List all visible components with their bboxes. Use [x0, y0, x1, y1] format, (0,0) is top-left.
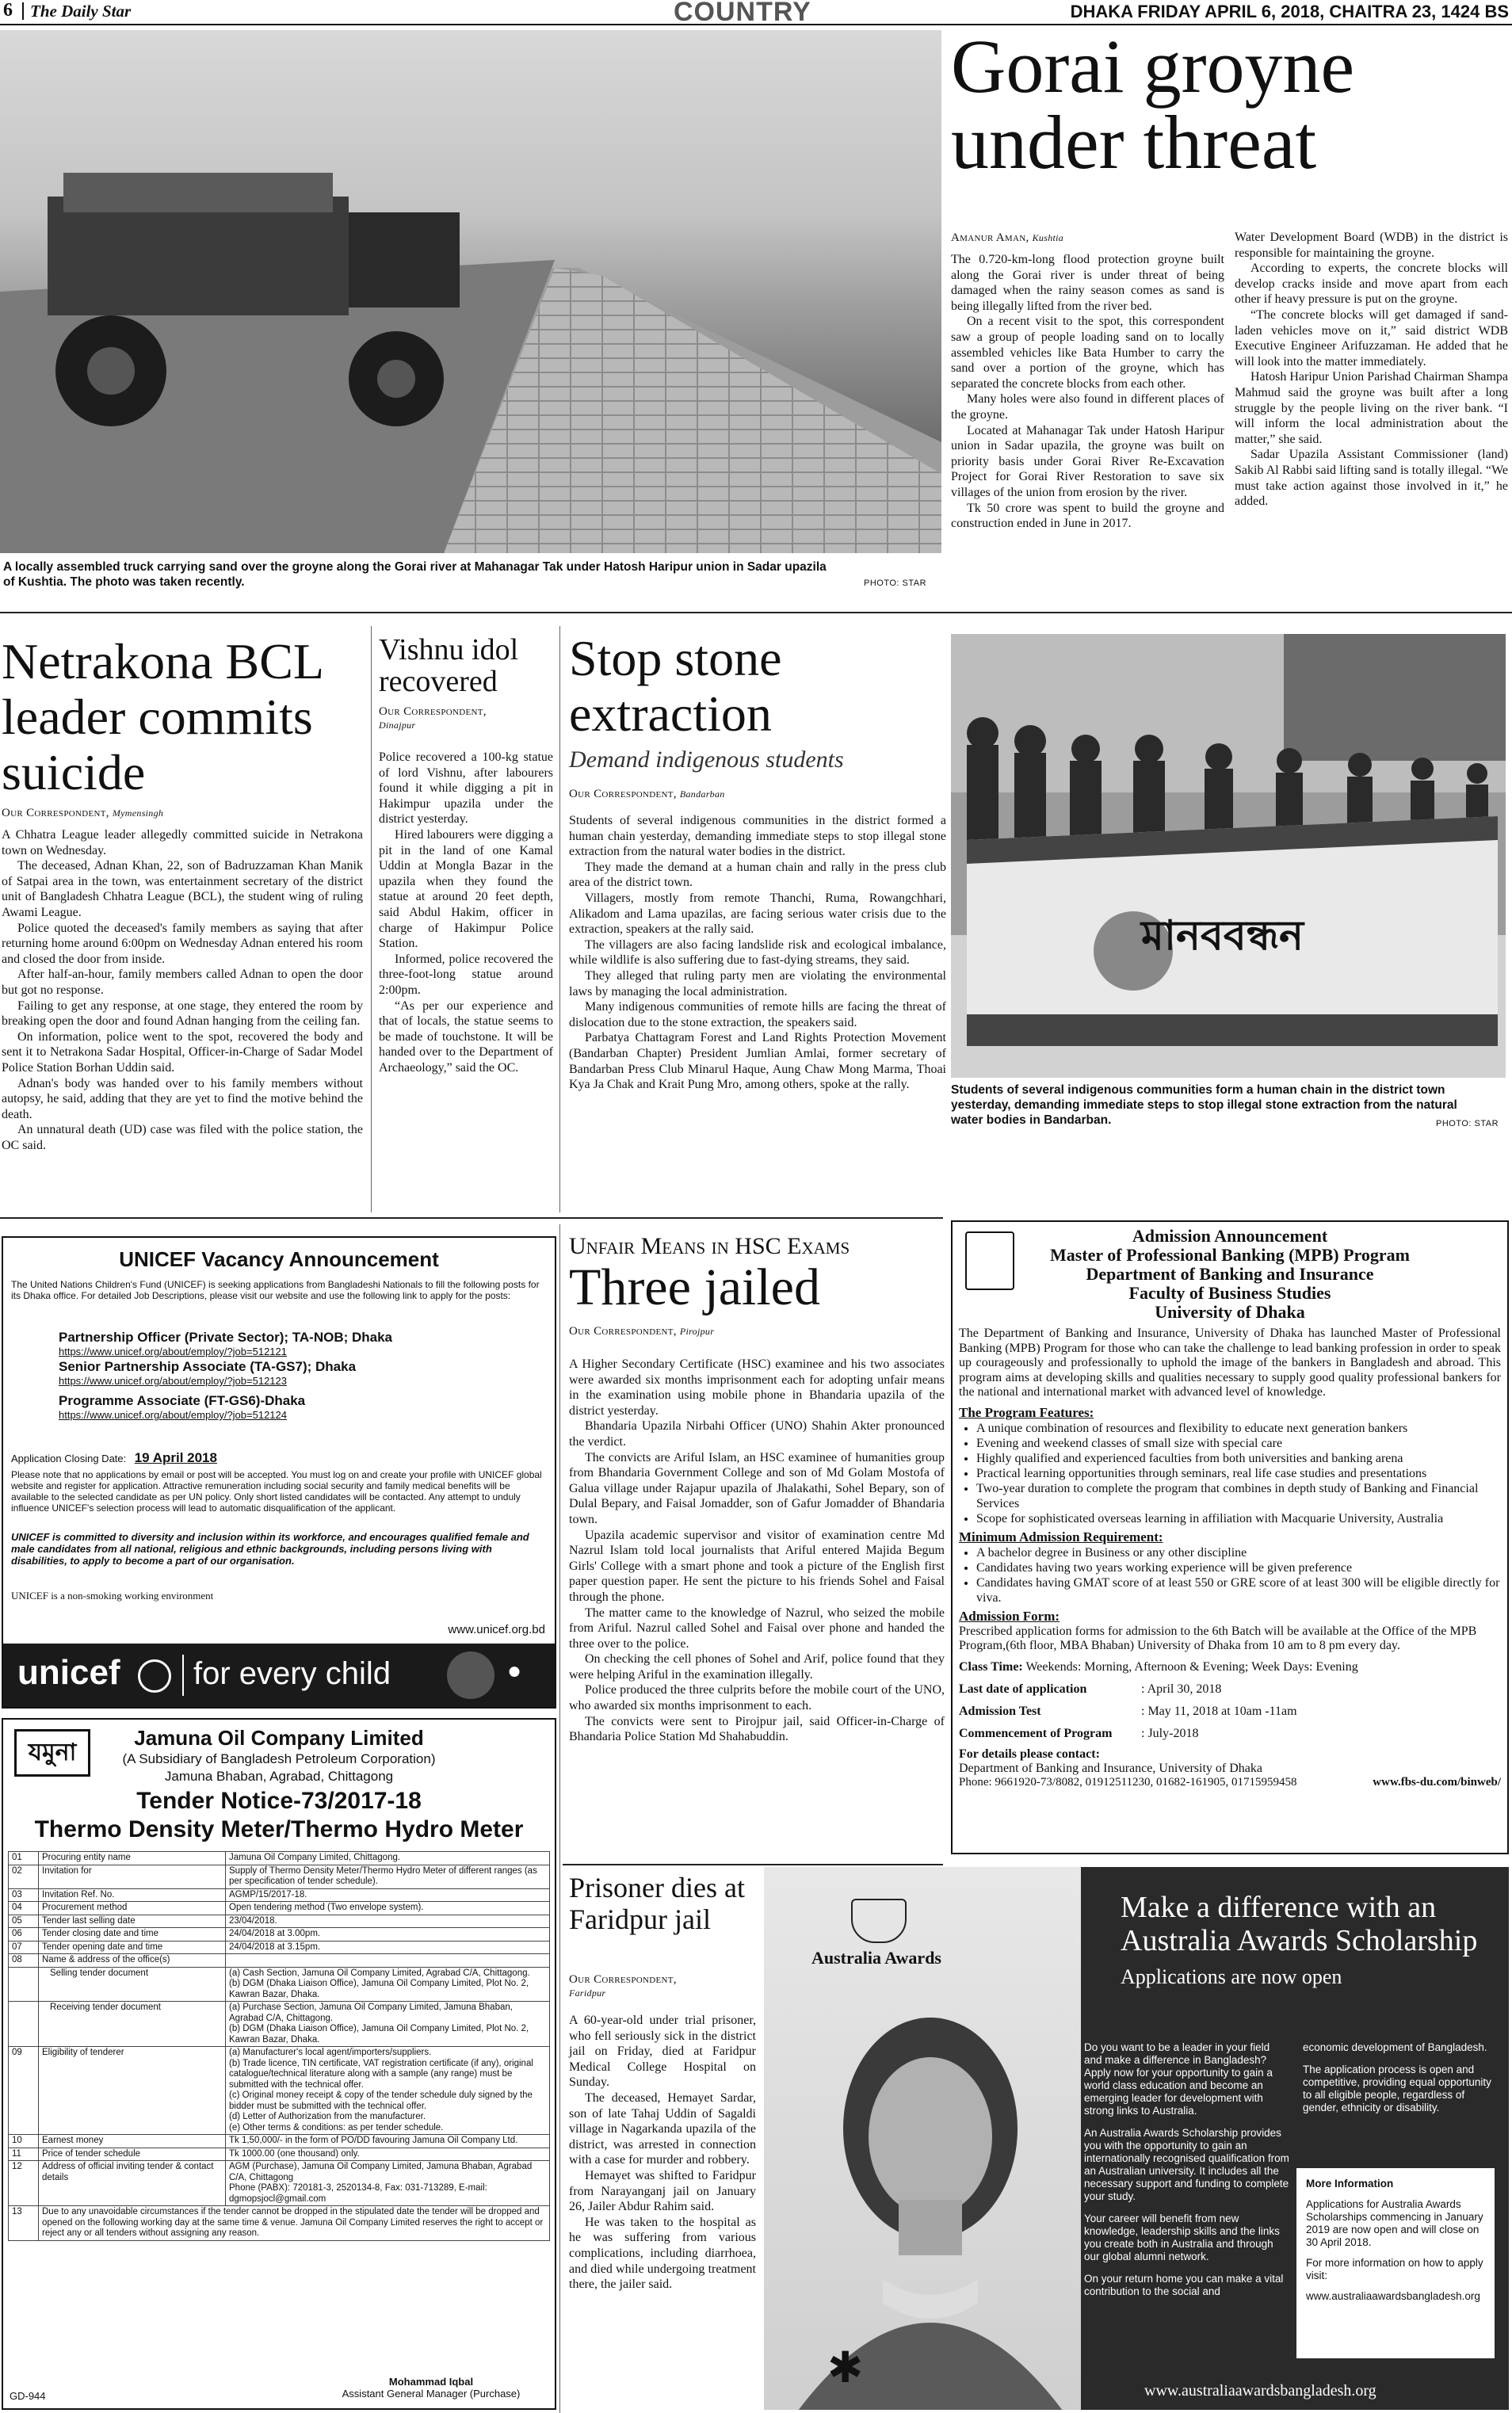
- tender-title: Tender Notice-73/2017-18: [136, 1788, 422, 1814]
- australia-info-box: [1296, 2168, 1495, 2358]
- gorai-byline: [951, 231, 1063, 245]
- jamuna-company: Jamuna Oil Company Limited: [134, 1726, 424, 1750]
- tender-row-no: 11: [9, 2148, 39, 2161]
- tender-row-label: Selling tender document: [39, 1967, 226, 2002]
- divider-col-b: [559, 626, 560, 1212]
- hsc-p1: A Higher Secondary Certificate (HSC) examinee and his two associates were awarded six months imprisonment each for adopting unfair means in the examination using mobile phone in Bhandaria upazila of the district yesterday.: [569, 1357, 945, 1418]
- vishnu-headline: Vishnu idol recovered: [379, 633, 519, 698]
- tender-row-label: Invitation Ref. No.: [39, 1888, 226, 1902]
- tender-row-value: AGM (Purchase), Jamuna Oil Company Limited, Jamuna Bhaban, Agrabad C/A, Chittagong Phone (PABX): 720181-3, 2520134-8, Fax: 031-713289, E-mail: dgmopsjocl@gmail.com: [226, 2161, 550, 2206]
- tender-row-value: 24/04/2018 at 3.00pm.: [226, 1928, 550, 1941]
- tender-row: [9, 1928, 550, 1941]
- tender-row: [9, 1915, 550, 1928]
- unicef-intro: The United Nations Children's Fund (UNICEF) is seeking applications from Bangladeshi Nationals to fill the following posts for its Dhaka office. For detailed Job Descriptions, please visit our website and use the following link to apply for the posts:: [11, 1279, 540, 1301]
- stone-p1: Students of several indigenous communities in the district formed a human chain yesterday, demanding immediate steps to stop illegal stone extraction from the natural water bodies in the district.: [569, 814, 946, 859]
- tender-table-wrap: [8, 1851, 550, 2241]
- vishnu-p4: “As per our experience and that of locals, the statue seems to be made of touchstone. It will be handed over to the Department of Archaeology,” said the OC.: [379, 998, 553, 1075]
- tender-row-label: Name & address of the office(s): [39, 1954, 226, 1968]
- tender-row-label: Earnest money: [39, 2135, 226, 2148]
- tender-row-no: 05: [9, 1915, 39, 1928]
- gorai-photo-credit: PHOTO: STAR: [864, 578, 927, 588]
- netrakona-p8: An unnatural death (UD) case was filed with the police station, the OC said.: [2, 1123, 363, 1152]
- post-title-1: Partnership Officer (Private Sector); TA-NOB; Dhaka: [59, 1330, 392, 1345]
- jamuna-subsidiary: (A Subsidiary of Bangladesh Petroleum Corporation): [122, 1751, 436, 1766]
- tender-row-no: 03: [9, 1888, 39, 1902]
- tender-row: [9, 2135, 550, 2148]
- feature-item: • A unique combination of resources and flexibility to educate next generation bankers: [976, 1421, 1501, 1436]
- gorai-photo-caption: A locally assembled truck carrying sand over the groyne along the Gorai river at Mahanagar Tak under Hatosh Haripur union in Sadar upazila of Kushtia. The photo was taken recently.: [3, 560, 827, 589]
- post-title-3: Programme Associate (FT-GS6)-Dhaka: [59, 1393, 306, 1408]
- netrakona-p7: Adnan's body was handed over to his family members without autopsy, he said, adding that they are yet to find the motive behind the death.: [2, 1076, 363, 1121]
- tender-row-label: Due to any unavoidable circumstances if the tender cannot be dropped in the stipulated date the tender will be dropped and opened on the following working day at the same time & venue. Jamuna Oil Company Limited reserves the right to accept or reject any or all tenders without assigning any reason.: [39, 2206, 550, 2241]
- gorai-p9: Hatosh Haripur Union Parishad Chairman Shampa Mahmud said the groyne was built after a long struggle by the people living on the river bank. “I will inform the local administration about the matter,” she said.: [1235, 370, 1508, 446]
- signatory: [312, 2376, 550, 2400]
- gorai-byline-name: Amanur Aman,: [951, 231, 1029, 244]
- gorai-p4: Located at Mahanagar Tak under Hatosh Haripur union in Sadar upazila, the groyne was built on priority basis under Gorai River Re-Excavation Project for Gorai River Restoration to save six villages of the union from erosion by the river.: [951, 423, 1224, 499]
- jamuna-logo-text: যমুনা: [28, 1739, 77, 1766]
- australia-logo-text: Australia Awards: [811, 1948, 941, 1968]
- gorai-p2: On a recent visit to the spot, this correspondent saw a group of people loading sand on to locally assembled vehicles like Bata Humber to carry the sand over a portion of the groyne, which has separated the concrete blocks from each other.: [951, 315, 1224, 391]
- stone-p2: They made the demand at a human chain and rally in the press club area of the district town.: [569, 860, 946, 890]
- post-link-2[interactable]: https://www.unicef.org/about/employ/?job=512123: [59, 1375, 287, 1387]
- australia-ad: [764, 1867, 1509, 2410]
- tender-row-label: Receiving tender document: [39, 2002, 226, 2047]
- crest-icon: [851, 1899, 907, 1943]
- contact-web[interactable]: www.fbs-du.com/binweb/: [1373, 1775, 1501, 1789]
- du-admission-ad: [951, 1220, 1509, 1854]
- vishnu-byline-name: Our Correspondent,: [379, 705, 487, 718]
- prisoner-p2: The deceased, Hemayet Sardar, son of late Tahaj Uddin of Sagaldi village in Nagarkanda upazila of the district, was arrested in connection with a case for murder and robbery.: [569, 2090, 756, 2167]
- page-header: [0, 0, 1512, 25]
- post-link-3[interactable]: https://www.unicef.org/about/employ/?job=512124: [59, 1409, 287, 1421]
- du-intro: The Department of Banking and Insurance, University of Dhaka has launched Master of Professional Banking (MPB) Program for those who can take the challenge to lead banking profession in order to speak up courageously and professionally to uphold the image of the bankers in Bangladesh and abroad. This program aims at developing skills and qualities necessary to supply good quality professional bankers for the national and international market with advanced level of knowledge.: [959, 1327, 1501, 1399]
- tender-row-label: Address of official inviting tender & contact details: [39, 2161, 226, 2206]
- signatory-title: Assistant General Manager (Purchase): [342, 2388, 521, 2400]
- tender-row-value: 23/04/2018.: [226, 1915, 550, 1928]
- netrakona-p2: The deceased, Adnan Khan, 22, son of Badruzzaman Khan Manik of Satpai area in the town, was entertainment secretary of the district unit of Bangladesh Chhatra League (BCL), the student wing of ruling Awami League.: [2, 859, 363, 919]
- netrakona-byline-name: Our Correspondent,: [2, 807, 109, 819]
- aus-p1: Do you want to be a leader in your field and make a difference in Bangladesh? Apply now for your opportunity to gain a world class education and become an emerging leader for development with strong links to Australia.: [1084, 2041, 1273, 2117]
- unicef-website[interactable]: www.unicef.org.bd: [448, 1623, 545, 1636]
- tender-row-value: 24/04/2018 at 3.15pm.: [226, 1941, 550, 1954]
- info-url[interactable]: www.australiaawardsbangladesh.org: [1306, 2290, 1480, 2302]
- unicef-posts: [59, 1323, 534, 1421]
- hsc-p5: The matter came to the knowledge of Nazrul, who seized the mobile from Ariful. Nazrul called Sohel and Faisal over phone and handed the three over to the police.: [569, 1605, 945, 1651]
- scholar-portrait: [764, 1970, 1081, 2410]
- tender-row: [9, 1954, 550, 1968]
- tender-row-label: Tender last selling date: [39, 1915, 226, 1928]
- tender-row: [9, 1888, 550, 1902]
- info-text1: Applications for Australia Awards Scholarships commencing in January 2019 are now open and will close on 30 April 2018.: [1306, 2198, 1483, 2248]
- stone-photo: [951, 634, 1506, 1078]
- requirement-item: • A bachelor degree in Business or any other discipline: [976, 1545, 1501, 1560]
- test-label: Admission Test: [959, 1704, 1041, 1718]
- unicef-logo-text: unicef: [17, 1653, 120, 1692]
- unicef-bar-divider: [182, 1655, 184, 1696]
- tender-row: [9, 1902, 550, 1915]
- contact-head: For details please contact:: [959, 1747, 1100, 1761]
- netrakona-p4: After half-an-hour, family members called Adnan to open the door but got no response.: [2, 968, 363, 997]
- tender-item: Thermo Density Meter/Thermo Hydro Meter: [34, 1816, 524, 1842]
- hsc-p3: The convicts are Ariful Islam, an HSC examinee of humanities group from Bhandaria Government College and son of Md Golam Mostofa of Galua village under Rajapur upazila of Jhalakathi, Sohel Bepary, son of Dulal Bepary, and Faisal Jomadder, son of Gafur Jomadder of Bhandaria town.: [569, 1450, 945, 1526]
- gorai-p7: According to experts, the concrete blocks will develop cracks inside and move apart from each other if heavy pressure is put on the groyne.: [1235, 262, 1508, 307]
- hsc-p4: Upazila academic supervisor and visitor of examination centre Md Nazrul Islam told local journalists that Ariful entered Majida Begum Girls' College with a smart phone and took a picture of the English first paper question paper. He sent the picture to his friends Sohel and Faisal through the phone.: [569, 1528, 945, 1604]
- du-form-head: Admission Form:: [959, 1608, 1060, 1624]
- prisoner-headline: Prisoner dies at Faridpur jail: [569, 1872, 745, 1935]
- tender-row: [9, 2047, 550, 2135]
- tender-row-label: Price of tender schedule: [39, 2148, 226, 2161]
- du-features-head: The Program Features:: [959, 1404, 1094, 1420]
- aus-p4: On your return home you can make a vital contribution to the social and: [1084, 2273, 1284, 2297]
- closing-label: Application Closing Date:: [11, 1453, 127, 1464]
- netrakona-p6: On information, police went to the spot, recovered the body and sent it to Netrakona Sadar Hospital, Officer-in-Charge of Sadar Model Police Station Borhan Uddin said.: [2, 1029, 363, 1075]
- netrakona-body: [2, 827, 363, 1153]
- gorai-p3: Many holes were also found in different places of the groyne.: [951, 392, 1224, 422]
- unicef-ad: [2, 1236, 556, 1709]
- page-number: 6: [3, 0, 13, 21]
- du-req-list: [959, 1545, 1501, 1605]
- gorai-byline-place: Kushtia: [1032, 232, 1064, 243]
- stone-p7: Parbatya Chattagram Forest and Land Rights Protection Movement (Bandarban Chapter) President Jumlian Amlai, former secretary of Bandarban Press Club Minarul Haque, Aung Chaw Mong Marma, Thoai Kya Ja Chak and Krait Pung Mro, among others, spoke at the rally.: [569, 1031, 946, 1092]
- hsc-p6: On checking the cell phones of Sohel and Arif, police found that they were helping Ariful in the examination illegally.: [569, 1652, 945, 1682]
- game-badge-icon: [447, 1651, 494, 1699]
- commence-value: : July-2018: [1141, 1726, 1199, 1740]
- paper-name: The Daily Star: [30, 2, 132, 21]
- unicef-tagline: for every child: [193, 1656, 391, 1691]
- last-date-label: Last date of application: [959, 1682, 1087, 1696]
- du-features-list: [959, 1421, 1501, 1526]
- commence-label: Commencement of Program: [959, 1726, 1113, 1740]
- gorai-headline-line2: under threat: [951, 100, 1317, 185]
- prisoner-p3: Hemayet was shifted to Faridpur from Narayanganj jail on January 26, Jailer Abdur Rahim said.: [569, 2168, 756, 2214]
- unicef-closing: [11, 1450, 217, 1466]
- tender-row: [9, 1865, 550, 1888]
- vishnu-p1: Police recovered a 100-kg statue of lord Vishnu, after labourers found it while digging a pit in Hakimpur upazila under the district yesterday.: [379, 750, 553, 827]
- feature-item: • Practical learning opportunities through seminars, real life case studies and presentations: [976, 1466, 1501, 1481]
- tender-row-no: [9, 2002, 39, 2047]
- stone-body: [569, 813, 946, 1093]
- last-date-value: : April 30, 2018: [1141, 1682, 1222, 1696]
- gorai-p6: Water Development Board (WDB) in the district is responsible for maintaining the groyne.: [1235, 231, 1508, 260]
- gorai-headline: [951, 24, 1506, 185]
- tender-row-no: 13: [9, 2206, 39, 2241]
- stone-byline: [569, 788, 725, 801]
- stone-photo-credit: PHOTO: STAR: [1436, 1119, 1499, 1128]
- tender-row-label: Tender closing date and time: [39, 1928, 226, 1941]
- prisoner-body: [569, 2013, 756, 2293]
- stone-p5: They alleged that ruling party men are violating the environmental laws by managing the local administration.: [569, 968, 946, 998]
- tender-row: [9, 1941, 550, 1954]
- tender-row-value: Open tendering method (Two envelope system).: [226, 1902, 550, 1915]
- stone-p6: Many indigenous communities of remote hills are facing the threat of dislocation due to the stone extraction, the speakers said.: [569, 1000, 946, 1029]
- banner-text: মানববন্ধন: [1141, 914, 1304, 959]
- du-title1: Admission Announcement: [1132, 1226, 1328, 1246]
- gorai-col2: [1235, 230, 1508, 510]
- tender-row-value: (a) Cash Section, Jamuna Oil Company Limited, Agrabad C/A, Chittagong. (b) DGM (Dhaka Liaison Office), Jamuna Oil Company Limited, Plot No. 2, Kawran Bazar, Dhaka.: [226, 1967, 550, 2002]
- divider-col-a: [371, 626, 372, 1212]
- unicef-title: UNICEF Vacancy Announcement: [119, 1247, 439, 1271]
- hsc-kicker: Unfair Means in HSC Exams: [569, 1233, 850, 1259]
- feature-item: • Evening and weekend classes of small size with special care: [976, 1436, 1501, 1451]
- tender-row-value: (a) Manufacturer's local agent/importers/suppliers. (b) Trade licence, TIN certificate, VAT registration certificate (if any), original catalogue/technical literature along with a sample (any range) must be submitted with the technical offer. (c) Original money receipt & copy of the tender schedule duly signed by the bidder must be submitted with the technical offer. (d) Letter of Authorization from the manufacturer. (e) Other terms & conditions: as per tender schedule.: [226, 2047, 550, 2135]
- feature-item: • Scope for sophisticated overseas learning in affiliation with Macquarie University, Australia: [976, 1511, 1501, 1526]
- tender-row: [9, 2002, 550, 2047]
- hsc-p2: Bhandaria Upazila Nirbahi Officer (UNO) Shahin Akter pronounced the verdict.: [569, 1419, 945, 1449]
- hsc-p8: The convicts were sent to Pirojpur jail, said Officer-in-Charge of Bhandaria Police Station Md Shahabuddin.: [569, 1714, 945, 1744]
- australia-col2: [1303, 2041, 1493, 2114]
- feature-item: • Highly qualified and experienced faculties from both universities and banking arena: [976, 1451, 1501, 1466]
- du-req-head: Minimum Admission Requirement:: [959, 1529, 1163, 1544]
- tender-row-no: 01: [9, 1852, 39, 1865]
- netrakona-byline: [2, 807, 163, 820]
- tender-row-value: Jamuna Oil Company Limited, Chittagong.: [226, 1852, 550, 1865]
- stone-subhead: Demand indigenous students: [569, 746, 844, 773]
- du-title2: Master of Professional Banking (MPB) Program: [1049, 1245, 1410, 1265]
- feature-item: • Two-year duration to complete the program that combines in depth study of Banking and Financial Services: [976, 1481, 1501, 1511]
- tender-row-label: Procuring entity name: [39, 1852, 226, 1865]
- vishnu-byline: [379, 705, 553, 732]
- hsc-headline: Three jailed: [569, 1258, 820, 1316]
- post-link-1[interactable]: https://www.unicef.org/about/employ/?job=512121: [59, 1346, 287, 1357]
- gorai-p1: The 0.720-km-long flood protection groyne built along the Gorai river is under threat of being damaged when the rainy season comes as sand is being illegally lifted from the river bed.: [951, 253, 1224, 313]
- gorai-photo: [0, 30, 941, 553]
- tender-table: [8, 1851, 550, 2241]
- contact-phone: Phone: 9661920-73/8082, 01912511230, 01682-161905, 01715959458: [959, 1775, 1297, 1789]
- gorai-col1: [951, 252, 1224, 532]
- australia-headline: Make a difference with an Australia Awards Scholarship: [1121, 1891, 1478, 1957]
- unicef-commitment: UNICEF is committed to diversity and inclusion within its workforce, and encourages qualified female and male candidates from all national, religious and ethnic backgrounds, including persons living with disabilities, to apply to become a part of our organisation.: [11, 1531, 529, 1567]
- stone-p4: The villagers are also facing landslide risk and ecological imbalance, while wildlife is also suffering due to fast-dying streams, they said.: [569, 937, 946, 968]
- netrakona-byline-place: Mymensingh: [112, 808, 164, 819]
- aus-p2: An Australia Awards Scholarship provides you with the opportunity to gain an internationally recognised qualification from an Australian university. It includes all the necessary support and funding to complete your study.: [1084, 2127, 1289, 2202]
- du-title3: Department of Banking and Insurance: [1086, 1264, 1374, 1284]
- tender-row-label: Tender opening date and time: [39, 1941, 226, 1954]
- tender-row-no: 12: [9, 2161, 39, 2206]
- prisoner-byline-place: Faridpur: [569, 1987, 606, 1999]
- australia-subhead: Applications are now open: [1121, 1965, 1342, 1988]
- gorai-p8: “The concrete blocks will get damaged if sand-laden vehicles move on it,” said district WDB Executive Engineer Arifuzzaman. He added that he will look into the matter immediately.: [1235, 307, 1508, 368]
- tender-row: [9, 2206, 550, 2241]
- unicef-note: Please note that no applications by email or post will be accepted. You must log on and create your profile with UNICEF global website and register for application. Attractive remuneration including social security and family medical benefits will be available to the selected candidate as per UN policy. Only short listed candidates will be contacted. Any attempt to unduly influence UNICEF's selection process will lead to automatic disqualification of the applicant.: [11, 1469, 542, 1514]
- tender-row-label: Eligibility of tenderer: [39, 2047, 226, 2135]
- stone-byline-name: Our Correspondent,: [569, 788, 677, 800]
- tender-row-value: (a) Purchase Section, Jamuna Oil Company Limited, Jamuna Bhaban, Agrabad C/A, Chittagong. (b) DGM (Dhaka Liaison Office), Jamuna Oil Company Limited, Plot No. 2, Kawran Bazar, Dhaka.: [226, 2002, 550, 2047]
- star-icon: ✱: [827, 2344, 864, 2392]
- du-logo: [965, 1231, 1014, 1290]
- header-divider: [22, 2, 24, 20]
- aus-p6: The application process is open and competitive, providing equal opportunity to all eligible people, regardless of gender, ethnicity or disability.: [1303, 2064, 1491, 2113]
- unicef-footer-bar: [3, 1644, 555, 1707]
- section-title: COUNTRY: [674, 0, 811, 27]
- tender-row: [9, 1852, 550, 1865]
- vishnu-p2: Hired labourers were digging a pit in the land of one Kamal Uddin at Mongla Bazar in the upazila when they found the statue at around 20 feet depth, said Abdul Hakim, officer in charge of Hakimpur Police Station.: [379, 827, 553, 951]
- prisoner-byline-name: Our Correspondent,: [569, 1973, 677, 1986]
- stone-byline-place: Bandarban: [679, 788, 725, 800]
- hsc-byline-place: Pirojpur: [679, 1326, 715, 1337]
- netrakona-headline: Netrakona BCL leader commits suicide: [2, 633, 323, 800]
- signatory-name: Mohammad Iqbal: [388, 2376, 474, 2388]
- tender-row-value: Supply of Thermo Density Meter/Thermo Hydro Meter of different ranges (as per specification of tender schedule).: [226, 1865, 550, 1888]
- dateline: DHAKA FRIDAY APRIL 6, 2018, CHAITRA 23, 1424 BS: [1070, 2, 1509, 21]
- divider-col-c: [559, 1224, 560, 2413]
- tender-row-value: Tk 1000.00 (one thousand) only.: [226, 2148, 550, 2161]
- test-value: : May 11, 2018 at 10am -11am: [1141, 1704, 1297, 1718]
- du-title5: University of Dhaka: [1155, 1302, 1305, 1322]
- tender-row-value: AGMP/15/2017-18.: [226, 1888, 550, 1902]
- info-head: More Information: [1306, 2178, 1394, 2190]
- human-chain-illustration: [951, 634, 1506, 1078]
- vishnu-body: [379, 750, 553, 1075]
- tender-row: [9, 2161, 550, 2206]
- gorai-headline-line1: Gorai groyne: [951, 24, 1355, 109]
- stone-headline: Stop stone extraction: [569, 630, 782, 742]
- hsc-p7: Police produced the three culprits before the mobile court of the UNO, who awarded six months imprisonment to each.: [569, 1683, 945, 1713]
- tender-row-value: Tk 1,50,000/- in the form of PO/DD favouring Jamuna Oil Company Ltd.: [226, 2135, 550, 2148]
- truck-groyne-illustration: [0, 30, 941, 553]
- tender-row-no: 10: [9, 2135, 39, 2148]
- australia-col1: [1084, 2041, 1290, 2298]
- hsc-byline: [569, 1325, 714, 1338]
- hsc-byline-name: Our Correspondent,: [569, 1325, 677, 1338]
- divider-hsc: [563, 1864, 943, 1865]
- prisoner-byline: [569, 1973, 767, 2000]
- tender-row-no: [9, 1967, 39, 2002]
- tender-row-no: 07: [9, 1941, 39, 1954]
- jamuna-address: Jamuna Bhaban, Agrabad, Chittagong: [164, 1769, 394, 1784]
- unicef-smoking: UNICEF is a non-smoking working environment: [11, 1590, 214, 1602]
- jamuna-ad: [2, 1718, 556, 2410]
- info-text2: For more information on how to apply visit:: [1306, 2257, 1483, 2281]
- requirement-item: • Candidates having GMAT score of at least 550 or GRE score of at least 300 will be eligible directly for viva.: [976, 1575, 1501, 1605]
- class-time-value: Weekends: Morning, Afternoon & Evening; Week Days: Evening: [1025, 1659, 1358, 1674]
- vishnu-p3: Informed, police recovered the three-foot-long statue around 2:00pm.: [379, 952, 553, 997]
- divider-row2: [0, 1217, 943, 1219]
- post-title-2: Senior Partnership Associate (TA-GS7); Dhaka: [59, 1359, 357, 1374]
- netrakona-p1: A Chhatra League leader allegedly committed suicide in Netrakona town on Wednesday.: [2, 828, 363, 857]
- tender-row-value: [226, 1954, 550, 1968]
- contact-dept: Department of Banking and Insurance, University of Dhaka: [959, 1761, 1262, 1775]
- tender-row-no: 09: [9, 2047, 39, 2135]
- stone-p3: Villagers, mostly from remote Thanchi, Ruma, Rowangchhari, Alikadom and Lama upazilas, are facing serious water crisis due to the extraction, speakers at the rally said.: [569, 891, 946, 937]
- vishnu-byline-place: Dinajpur: [379, 720, 416, 731]
- divider-row1: [0, 612, 1512, 613]
- requirement-item: • Candidates having two years working experience will be given preference: [976, 1560, 1501, 1575]
- aus-p3: Your career will benefit from new knowledge, leadership skills and the links you create both in Australia and through our global alumni network.: [1084, 2213, 1280, 2262]
- tender-row-label: Procurement method: [39, 1902, 226, 1915]
- closing-date: 19 April 2018: [134, 1450, 217, 1465]
- tender-row-no: 02: [9, 1865, 39, 1888]
- stone-photo-caption: Students of several indigenous communities form a human chain in the district town yesterday, demanding immediate steps to stop illegal stone extraction from the natural water bodies in Bandarban.: [951, 1083, 1457, 1127]
- prisoner-p1: A 60-year-old under trial prisoner, who fell seriously sick in the district jail on Friday, died at Faridpur Medical College Hospital on Sunday.: [569, 2014, 756, 2090]
- tender-row: [9, 2148, 550, 2161]
- hsc-body: [569, 1357, 945, 1745]
- du-title4: Faculty of Business Studies: [1128, 1283, 1331, 1303]
- prisoner-p4: He was taken to the hospital as he was suffering from various complications, including diarrhoea, and died while undergoing treatment there, the jailer said.: [569, 2215, 756, 2292]
- apple-icon: ●: [507, 1658, 522, 1684]
- tender-row-no: 06: [9, 1928, 39, 1941]
- tender-row-label: Invitation for: [39, 1865, 226, 1888]
- unicef-globe-icon: [138, 1659, 171, 1693]
- gorai-p5: Tk 50 crore was spent to build the groyne and construction ended in June in 2017.: [951, 501, 1224, 531]
- australia-footer-url[interactable]: www.australiaawardsbangladesh.org: [1144, 2382, 1376, 2400]
- gorai-p10: Sadar Upazila Assistant Commissioner (land) Sakib Al Rabbi said lifting sand is totally illegal. “We must take action against those involved in it,” he added.: [1235, 448, 1508, 509]
- gd-number: GD-944: [10, 2390, 46, 2402]
- netrakona-p3: Police quoted the deceased's family members as saying that after returning home around 6:00pm on Wednesday Adnan entered his room and closed the door from inside.: [2, 921, 363, 966]
- aus-p5: economic development of Bangladesh.: [1303, 2041, 1487, 2053]
- class-time-label: Class Time:: [959, 1659, 1023, 1674]
- netrakona-p5: Failing to get any response, at one stage, they entered the room by breaking open the door and found Adnan hanging from the ceiling fan.: [2, 998, 363, 1029]
- tender-row-no: 08: [9, 1954, 39, 1968]
- du-form-text: Prescribed application forms for admission to the 6th Batch will be available at the Office of the MPB Program,(6th floor, MBA Bhaban) University of Dhaka from 10 am to 8 pm every day.: [959, 1624, 1477, 1652]
- tender-row-no: 04: [9, 1902, 39, 1915]
- tender-row: [9, 1967, 550, 2002]
